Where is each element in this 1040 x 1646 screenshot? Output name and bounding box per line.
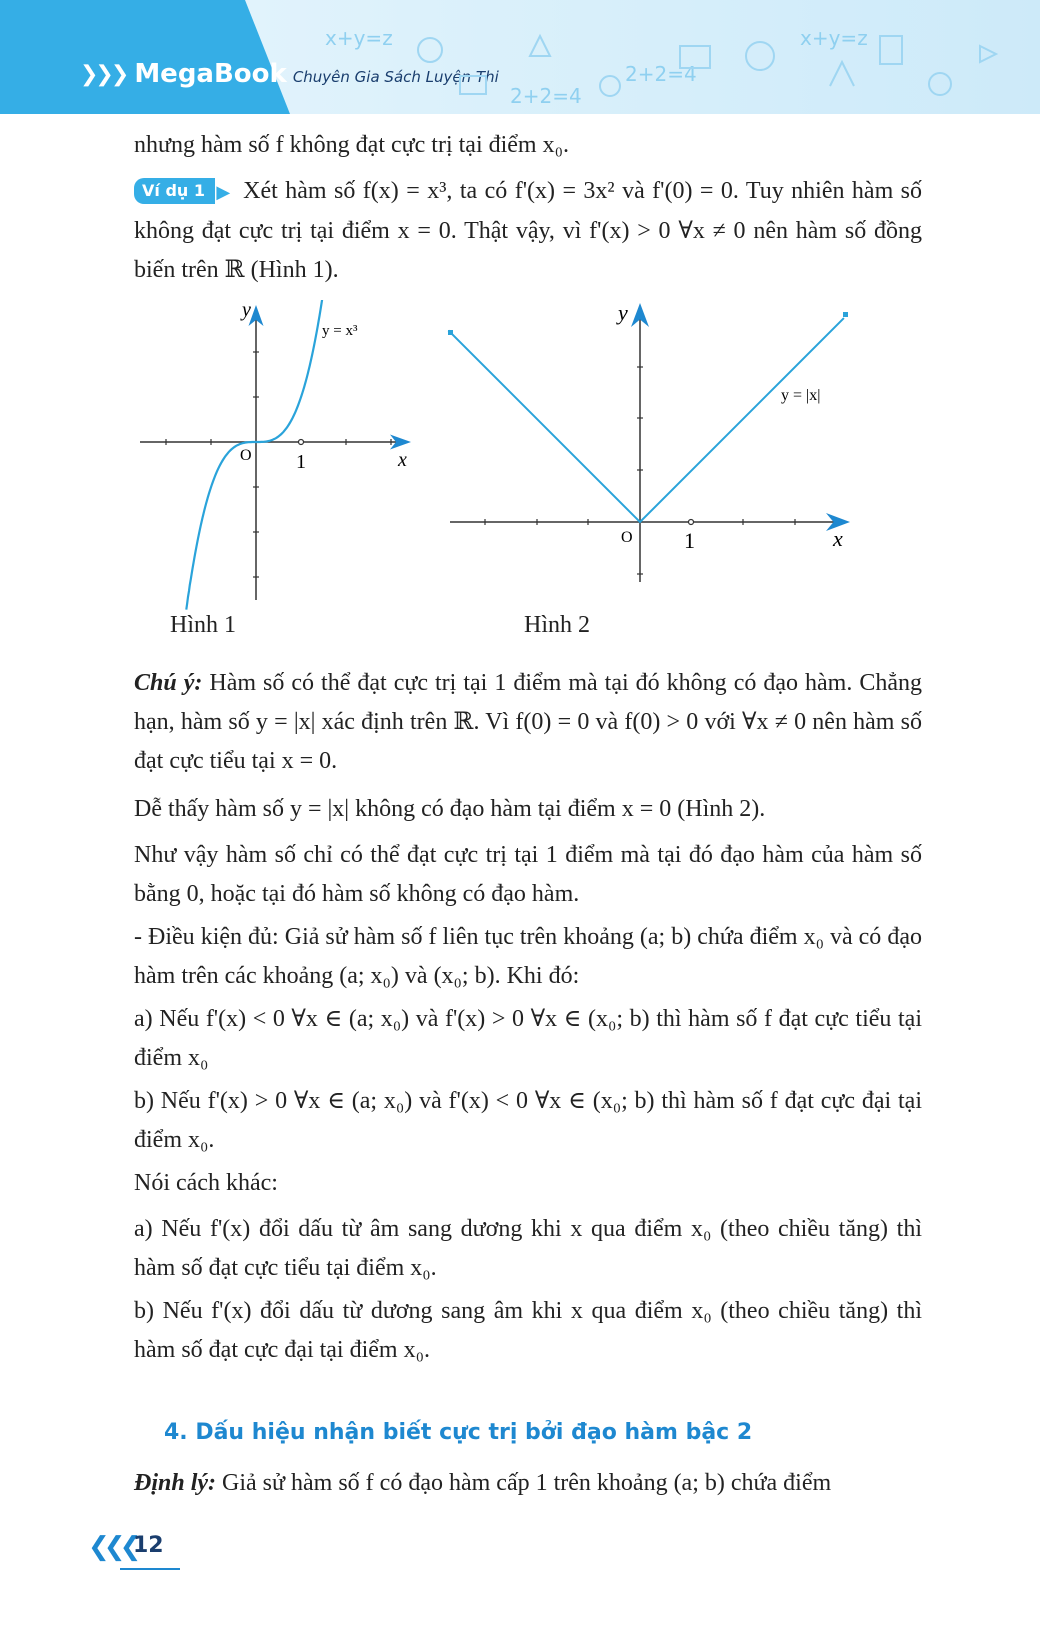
x-axis-label: x: [398, 449, 407, 471]
curve-endpoint-left: [448, 330, 453, 335]
paragraph: b) Nếu f'(x) đổi dấu từ dương sang âm khi x qua điểm x₀ (theo chiều tăng) thì hàm số đạt cực đại tại điểm x₀.: [134, 1298, 922, 1363]
curve-label: y = x³: [322, 323, 358, 339]
figure-2-graph: [445, 300, 865, 600]
page-mark-icon: ❮❮❮: [88, 1532, 136, 1562]
tick-point: [299, 440, 304, 445]
brand-logo-icon: ❯❯❯: [80, 61, 127, 87]
y-axis-label: y: [618, 300, 628, 325]
paragraph: a) Nếu f'(x) đổi dấu từ âm sang dương khi x qua điểm x₀ (theo chiều tăng) thì hàm số đạt cực tiểu tại điểm x₀.: [134, 1216, 922, 1281]
figure-2-caption: Hình 2: [524, 612, 590, 638]
theorem-lead: Định lý:: [134, 1470, 217, 1496]
example-paragraph: [134, 172, 922, 290]
section-heading: 4. Dấu hiệu nhận biết cực trị bởi đạo hàm bậc 2: [164, 1420, 753, 1445]
page-header: [0, 0, 1040, 114]
header-doodle-text: x+y=z: [800, 26, 868, 50]
note-lead: Chú ý:: [134, 670, 203, 696]
play-icon: ▶: [214, 182, 232, 202]
paragraph: Dễ thấy hàm số y = |x| không có đạo hàm tại điểm x = 0 (Hình 2).: [134, 796, 766, 822]
paragraph: Nói cách khác:: [134, 1170, 278, 1196]
tick-label: 1: [684, 528, 695, 553]
curve-y-abs-x: [448, 318, 844, 522]
paragraph: Như vậy hàm số chỉ có thể đạt cực trị tại 1 điểm mà tại đó đạo hàm của hàm số bằng 0, hoặc tại đó hàm số không có đạo hàm.: [134, 842, 922, 907]
note-text: Hàm số có thể đạt cực trị tại 1 điểm mà tại đó không có đạo hàm. Chẳng hạn, hàm số y = |x| xác định trên ℝ. Vì f(0) = 0 và f(0) > 0 với ∀x ≠ 0 nên hàm số đạt cực tiểu tại x = 0.: [134, 670, 922, 774]
brand-tagline: Chuyên Gia Sách Luyện Thi: [292, 68, 499, 86]
header-doodles-icon: [380, 16, 1020, 112]
curve-label: y = |x|: [781, 387, 821, 404]
y-axis-label: y: [242, 300, 251, 321]
footer-divider: [120, 1568, 180, 1570]
origin-label: O: [240, 447, 252, 464]
brand-name: MegaBook: [134, 59, 287, 89]
paragraph: b) Nếu f'(x) > 0 ∀x ∈ (a; x₀) và f'(x) < 0 ∀x ∈ (x₀; b) thì hàm số f đạt cực đại tại điểm x₀.: [134, 1088, 922, 1153]
x-axis-label: x: [833, 526, 843, 551]
paragraph: a) Nếu f'(x) < 0 ∀x ∈ (a; x₀) và f'(x) > 0 ∀x ∈ (x₀; b) thì hàm số f đạt cực tiểu tại điểm x₀: [134, 1006, 922, 1071]
tick-point: [689, 520, 694, 525]
axis-ticks: [166, 352, 391, 577]
paragraph: - Điều kiện đủ: Giả sử hàm số f liên tục trên khoảng (a; b) chứa điểm x₀ và có đạo hàm trên các khoảng (a; x₀) và (x₀; b). Khi đó:: [134, 924, 922, 989]
page-number: 12: [133, 1533, 164, 1558]
figure-1-graph: [130, 300, 450, 630]
origin-label: O: [621, 529, 633, 546]
example-text: Xét hàm số f(x) = x³, ta có f'(x) = 3x² và f'(0) = 0. Tuy nhiên hàm số không đạt cực trị tại điểm x = 0. Thật vậy, vì f'(x) > 0 ∀x ≠ 0 nên hàm số đồng biến trên ℝ (Hình 1).: [134, 178, 923, 283]
paragraph: nhưng hàm số f không đạt cực trị tại điểm x₀.: [134, 132, 569, 158]
theorem-paragraph: [134, 1464, 922, 1503]
header-doodle-text: 2+2=4: [510, 84, 582, 108]
tick-label: 1: [296, 451, 306, 473]
figure-1-caption: Hình 1: [170, 612, 236, 638]
header-doodle-text: 2+2=4: [625, 62, 697, 86]
curve-endpoint-right: [843, 312, 848, 317]
note-paragraph: [134, 664, 922, 781]
header-doodle-text: x+y=z: [325, 26, 393, 50]
example-badge: Ví dụ 1: [134, 178, 215, 204]
theorem-text: Giả sử hàm số f có đạo hàm cấp 1 trên khoảng (a; b) chứa điểm: [222, 1470, 832, 1496]
